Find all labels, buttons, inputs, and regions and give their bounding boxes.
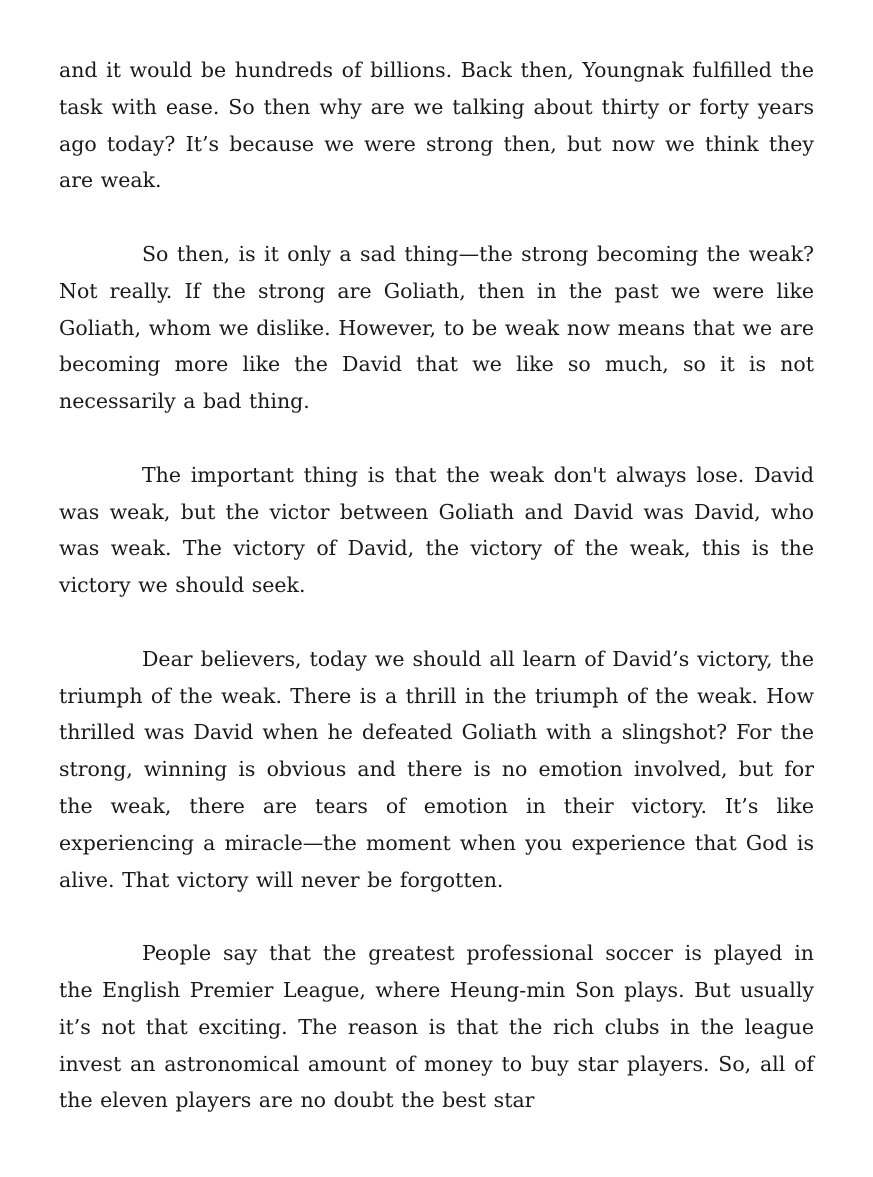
paragraph-premier-league: People say that the greatest professional soccer is played in the English Premier League, where Heung-min Son plays. But usually it’s not that exciting. The reason is that the rich clubs in the league invest an astronomical amount of money to buy star players. So, all of the eleven players are no doubt the best star [59, 941, 814, 1113]
paragraph-davids-victory: Dear believers, today we should all learn of David’s victory, the triumph of the weak. There is a thrill in the triumph of the weak. How thrilled was David when he defeated Goliath with a slingshot? For the strong, winning is obvious and there is no emotion involved, but for the weak, there are tears of emotion in their victory. It’s like experiencing a miracle—the moment when you experience that God is alive. That victory will never be forgotten. [59, 646, 814, 892]
paragraph-strong-becoming-weak: So then, is it only a sad thing—the strong becoming the weak? Not really. If the strong are Goliath, then in the past we were like Goliath, whom we dislike. However, to be weak now means that we are becoming more like the David that we like so much, so it is not necessarily a bad thing. [59, 241, 814, 414]
paragraph-weak-dont-always-lose: The important thing is that the weak don't always lose. David was weak, but the victor between Goliath and David was David, who was weak. The victory of David, the victory of the weak, this is the victory we should seek. [59, 462, 814, 598]
paragraph-continuation: and it would be hundreds of billions. Back then, Youngnak fulfilled the task with ease. So then why are we talking about thirty or forty years ago today? It’s because we were strong then, but now we think they are weak. [59, 58, 814, 193]
document-page [59, 52, 814, 1156]
